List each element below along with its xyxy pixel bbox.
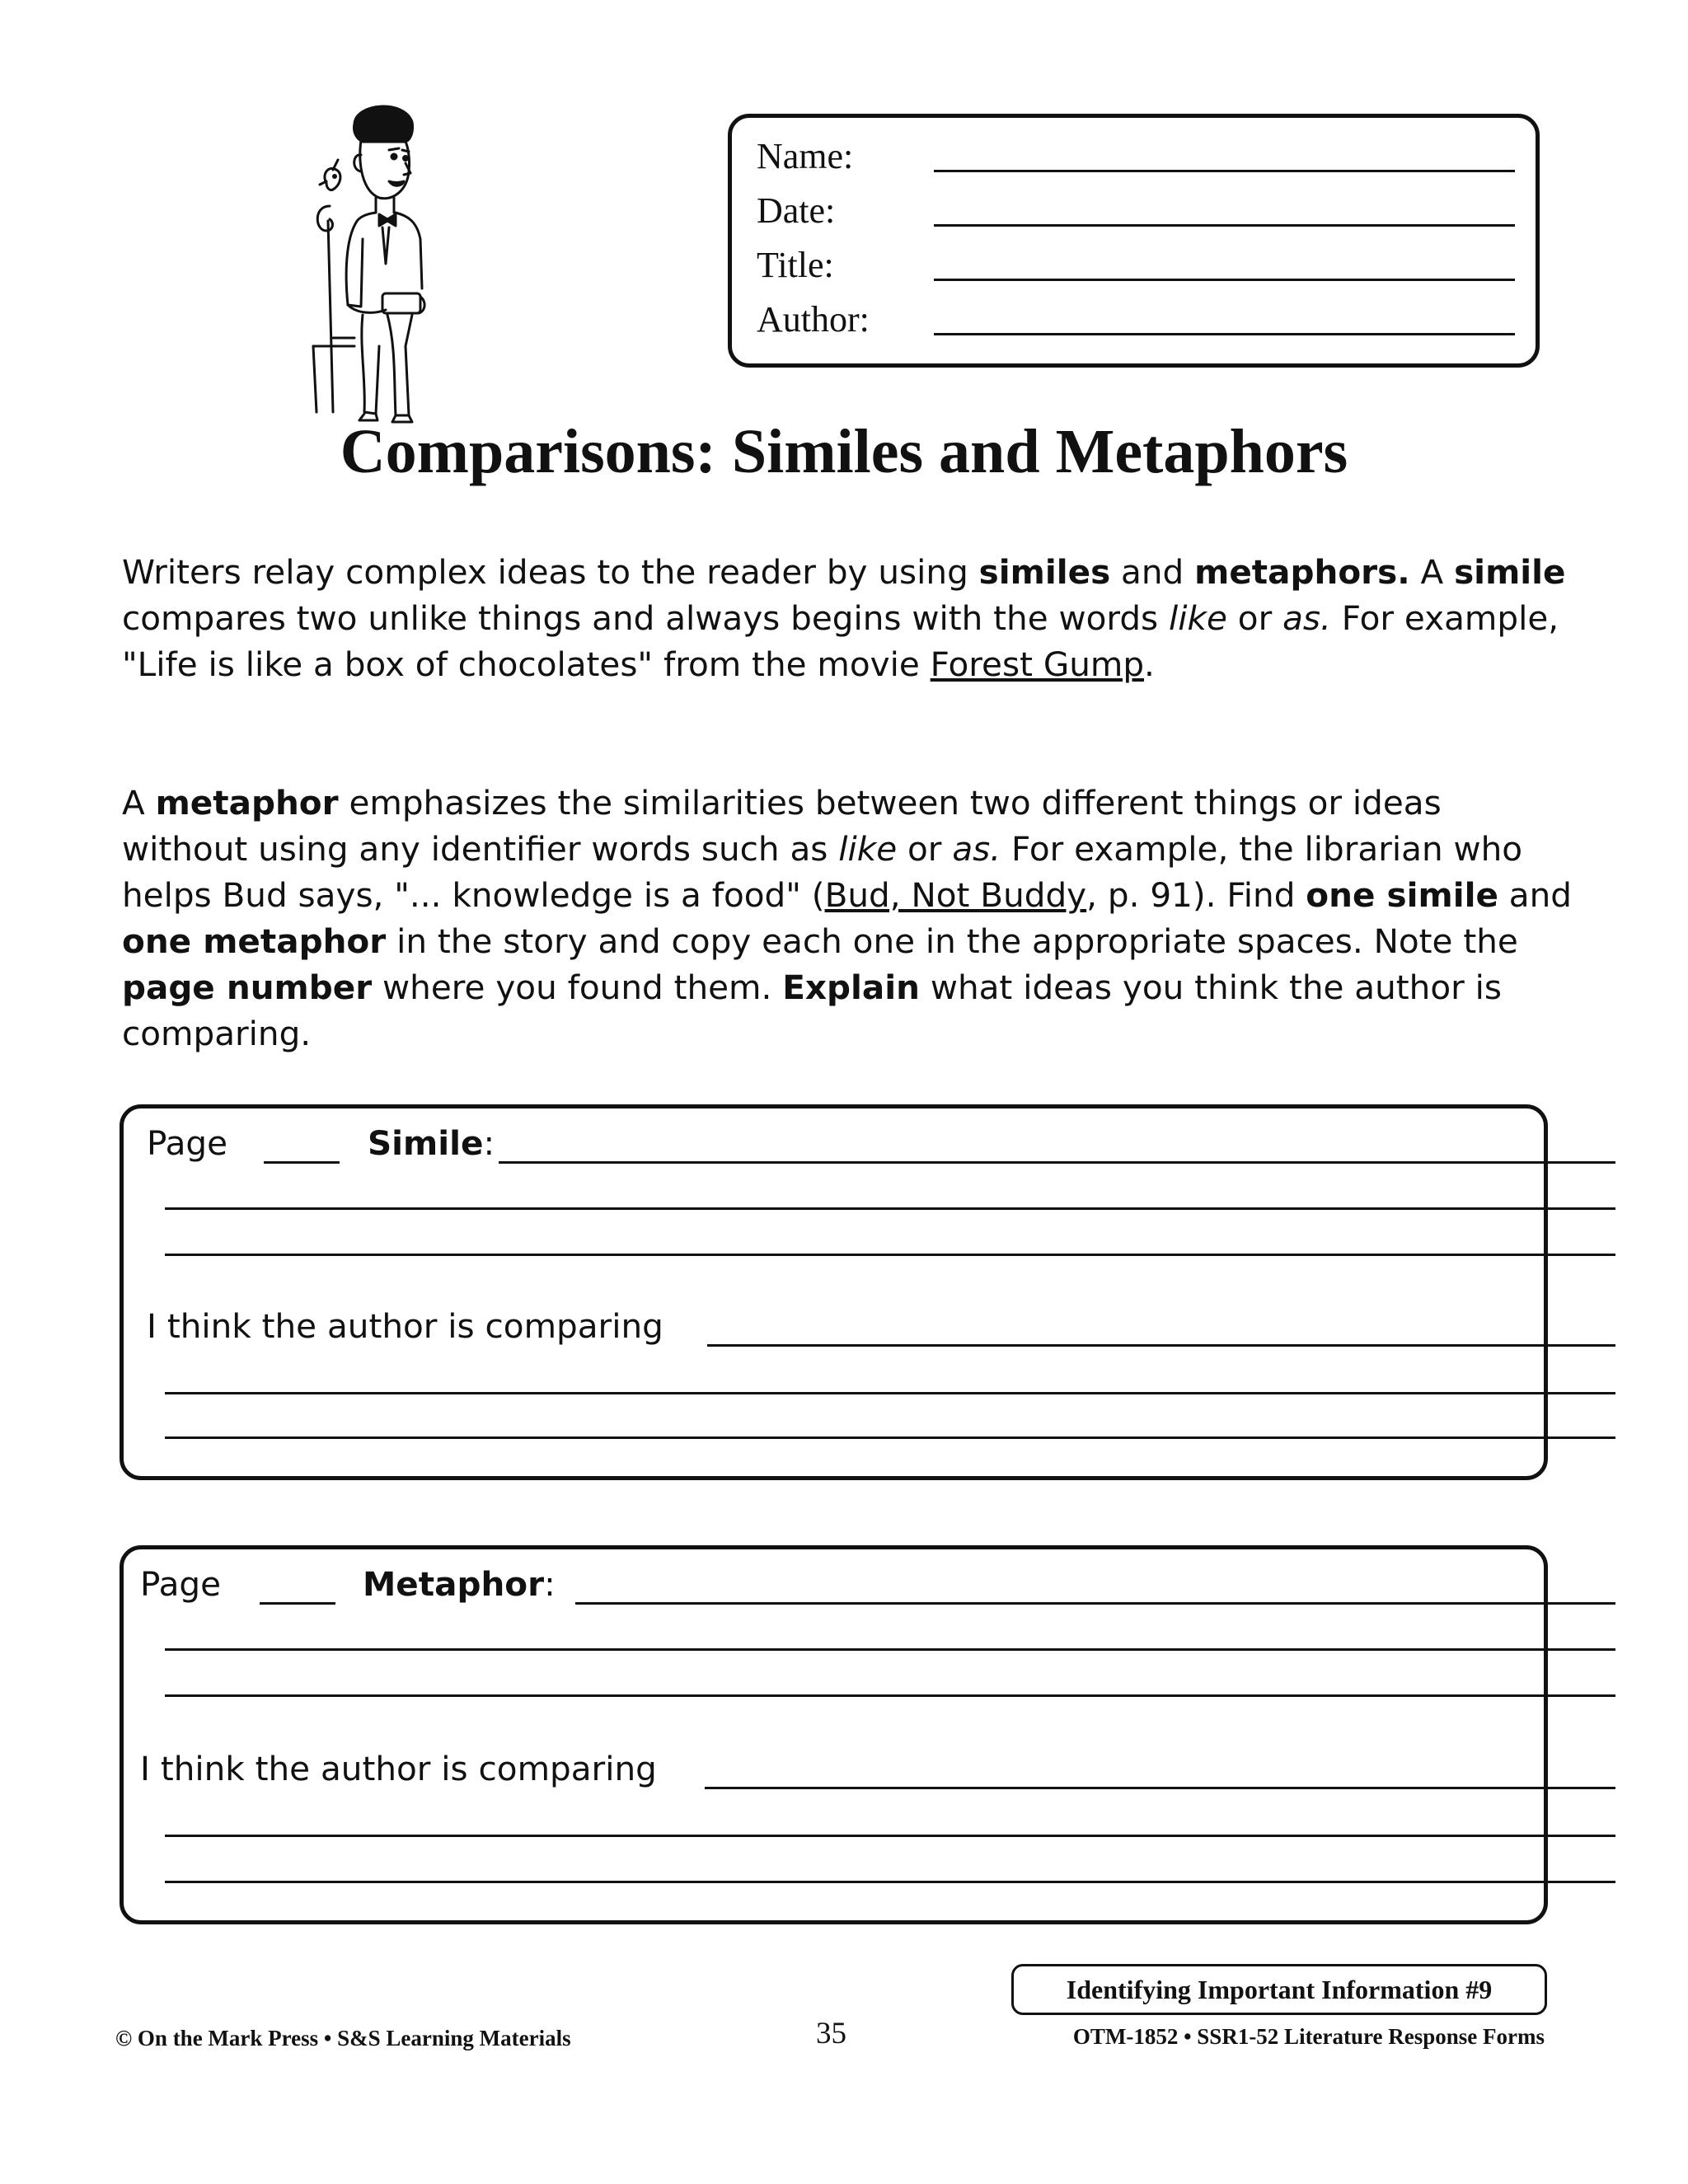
simile-line-2[interactable]: [165, 1207, 1615, 1210]
simile-comparing-label: I think the author is comparing: [147, 1306, 663, 1346]
name-label: Name:: [757, 136, 854, 176]
simile-comparing-line-2[interactable]: [165, 1392, 1615, 1394]
title-field[interactable]: [757, 235, 1515, 289]
intro-paragraph: Writers relay complex ideas to the reader by using similes and metaphors. A simile compares two unlike things and always begins with the words like or as. For example, "Life is like a box of chocolates" from the movie Forest Gump.: [122, 552, 1566, 684]
title-line[interactable]: [934, 279, 1515, 281]
author-line[interactable]: [934, 333, 1515, 335]
simile-page-blank[interactable]: [264, 1161, 340, 1164]
metaphor-page-label: Page: [140, 1564, 222, 1604]
metaphor-type-label: Metaphor:: [363, 1564, 556, 1604]
metaphor-line-2[interactable]: [165, 1648, 1615, 1651]
author-label: Author:: [757, 299, 870, 340]
simile-page-label: Page: [147, 1123, 228, 1163]
page-number: 35: [816, 2017, 846, 2050]
name-line[interactable]: [934, 170, 1515, 172]
student-info-box: [728, 114, 1540, 368]
copyright-text: © On the Mark Press • S&S Learning Materials: [115, 2026, 571, 2050]
metaphor-comparing-line-1[interactable]: [705, 1787, 1615, 1789]
product-code: OTM-1852 • SSR1-52 Literature Response Forms: [1072, 2024, 1545, 2049]
simile-answer-box: [120, 1104, 1548, 1480]
date-line[interactable]: [934, 224, 1515, 227]
author-field[interactable]: [757, 289, 1515, 344]
metaphor-line-1[interactable]: [575, 1602, 1615, 1605]
name-field[interactable]: [757, 126, 1515, 180]
boy-reading-illustration: [297, 99, 462, 429]
simile-comparing-line-1[interactable]: [707, 1344, 1615, 1347]
page-title: Comparisons: Similes and Metaphors: [340, 417, 1348, 486]
section-badge: Identifying Important Information #9: [1011, 1964, 1547, 2015]
metaphor-answer-box: [120, 1545, 1548, 1924]
metaphor-comparing-label: I think the author is comparing: [140, 1749, 657, 1788]
date-label: Date:: [757, 190, 836, 231]
metaphor-comparing-line-3[interactable]: [165, 1881, 1615, 1883]
instructions-paragraph: A metaphor emphasizes the similarities between two different things or ideas without using any identifier words such as like or as. For example, the librarian who helps Bud says, "... knowledge is a food" (Bud, Not Buddy, p. 91). Find one simile and one metaphor in the story and copy each one in the appropriate spaces. Note the page number where you found them. Explain what ideas you think the author is comparing.: [122, 783, 1573, 1053]
simile-type-label: Simile:: [368, 1123, 495, 1163]
title-label: Title:: [757, 245, 834, 285]
metaphor-page-blank[interactable]: [260, 1602, 335, 1605]
date-field[interactable]: [757, 180, 1515, 235]
simile-comparing-line-3[interactable]: [165, 1436, 1615, 1439]
simile-line-1[interactable]: [499, 1161, 1615, 1164]
metaphor-line-3[interactable]: [165, 1694, 1615, 1697]
metaphor-comparing-line-2[interactable]: [165, 1835, 1615, 1837]
simile-line-3[interactable]: [165, 1254, 1615, 1256]
